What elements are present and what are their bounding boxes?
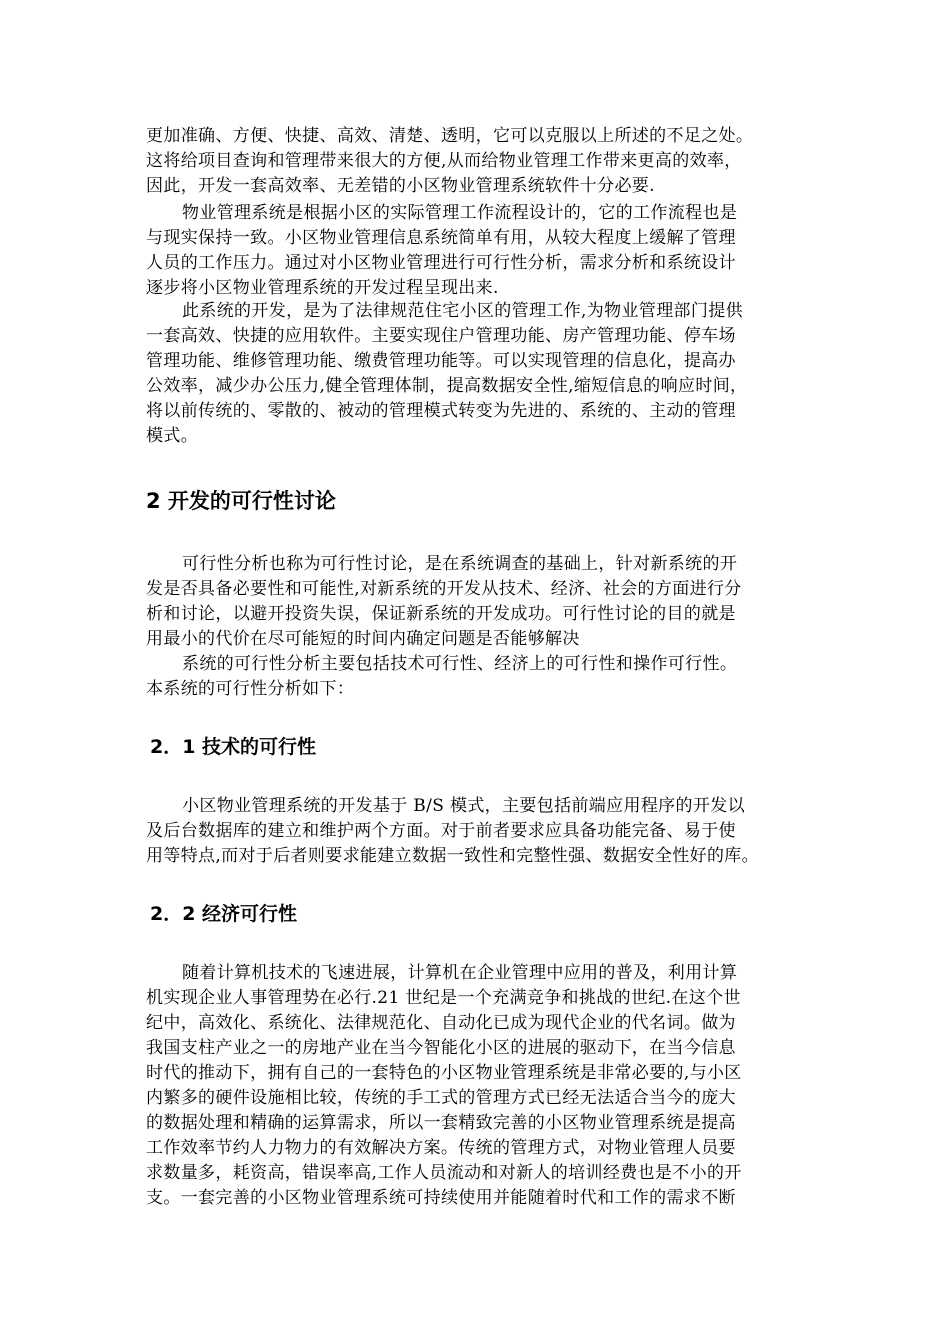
paragraph-2-line-4: 逐步将小区物业管理系统的开发过程呈现出来. [146, 278, 499, 298]
paragraph-7-line-6: 内繁多的硬件设施相比较，传统的手工式的管理方式已经无法适合当今的庞大 [146, 1088, 736, 1108]
paragraph-7-line-4: 我国支柱产业之一的房地产业在当今智能化小区的进展的驱动下，在当今信息 [146, 1038, 736, 1058]
paragraph-2-line-1: 物业管理系统是根据小区的实际管理工作流程设计的，它的工作流程也是 [182, 203, 738, 223]
paragraph-1-line-1: 更加准确、方便、快捷、高效、清楚、透明，它可以克服以上所述的不足之处。 [146, 126, 754, 146]
paragraph-3-line-4: 公效率，减少办公压力,健全管理体制，提高数据安全性,缩短信息的响应时间， [146, 376, 748, 396]
paragraph-7-line-10: 支。一套完善的小区物业管理系统可持续使用并能随着时代和工作的需求不断 [146, 1188, 736, 1208]
paragraph-1-line-3: 因此，开发一套高效率、无差错的小区物业管理系统软件十分必要. [146, 176, 655, 196]
paragraph-7-line-5: 时代的推动下，拥有自己的一套特色的小区物业管理系统是非常必要的,与小区 [146, 1063, 742, 1083]
paragraph-7-line-9: 求数量多，耗资高，错误率高,工作人员流动和对新人的培训经费也是不小的开 [146, 1163, 742, 1183]
paragraph-7-line-2: 机实现企业人事管理势在必行.21 世纪是一个充满竞争和挑战的世纪.在这个世 [146, 988, 741, 1008]
paragraph-3-line-1: 此系统的开发，是为了法律规范住宅小区的管理工作,为物业管理部门提供 [182, 301, 743, 321]
paragraph-7-line-3: 纪中，高效化、系统化、法律规范化、自动化已成为现代企业的代名词。做为 [146, 1013, 736, 1033]
paragraph-2-line-3: 人员的工作压力。通过对小区物业管理进行可行性分析，需求分析和系统设计 [146, 253, 736, 273]
paragraph-4-line-1: 可行性分析也称为可行性讨论，是在系统调查的基础上，针对新系统的开 [182, 554, 738, 574]
paragraph-1-line-2: 这将给项目查询和管理带来很大的方便,从而给物业管理工作带来更高的效率， [146, 151, 742, 171]
section-heading-2-1: 2．1 技术的可行性 [150, 736, 317, 758]
paragraph-4-line-4: 用最小的代价在尽可能短的时间内确定问题是否能够解决 [146, 629, 580, 649]
paragraph-3-line-6: 模式。 [146, 426, 199, 446]
paragraph-3-line-2: 一套高效、快捷的应用软件。主要实现住户管理功能、房产管理功能、停车场 [146, 326, 736, 346]
paragraph-7-line-1: 随着计算机技术的飞速进展，计算机在企业管理中应用的普及，利用计算 [182, 963, 738, 983]
paragraph-5-line-2: 本系统的可行性分析如下： [146, 679, 355, 699]
paragraph-6-line-2: 及后台数据库的建立和维护两个方面。对于前者要求应具备功能完备、易于使 [146, 821, 736, 841]
paragraph-7-line-7: 的数据处理和精确的运算需求，所以一套精致完善的小区物业管理系统是提高 [146, 1113, 736, 1133]
paragraph-3-line-3: 管理功能、维修管理功能、缴费管理功能等。可以实现管理的信息化，提高办 [146, 351, 736, 371]
paragraph-5-line-1: 系统的可行性分析主要包括技术可行性、经济上的可行性和操作可行性。 [182, 654, 738, 674]
paragraph-6-line-3: 用等特点,而对于后者则要求能建立数据一致性和完整性强、数据安全性好的库。 [146, 846, 760, 866]
paragraph-3-line-5: 将以前传统的、零散的、被动的管理模式转变为先进的、系统的、主动的管理 [146, 401, 736, 421]
paragraph-6-line-1: 小区物业管理系统的开发基于 B/S 模式，主要包括前端应用程序的开发以 [182, 796, 745, 816]
paragraph-4-line-3: 析和讨论，以避开投资失误，保证新系统的开发成功。可行性讨论的目的就是 [146, 604, 736, 624]
section-heading-2-2: 2．2 经济可行性 [150, 903, 298, 925]
paragraph-4-line-2: 发是否具备必要性和可能性,对新系统的开发从技术、经济、社会的方面进行分 [146, 579, 742, 599]
paragraph-7-line-8: 工作效率节约人力物力的有效解决方案。传统的管理方式，对物业管理人员要 [146, 1138, 736, 1158]
paragraph-2-line-2: 与现实保持一致。小区物业管理信息系统简单有用，从较大程度上缓解了管理 [146, 228, 736, 248]
section-heading-2: 2 开发的可行性讨论 [146, 489, 336, 513]
